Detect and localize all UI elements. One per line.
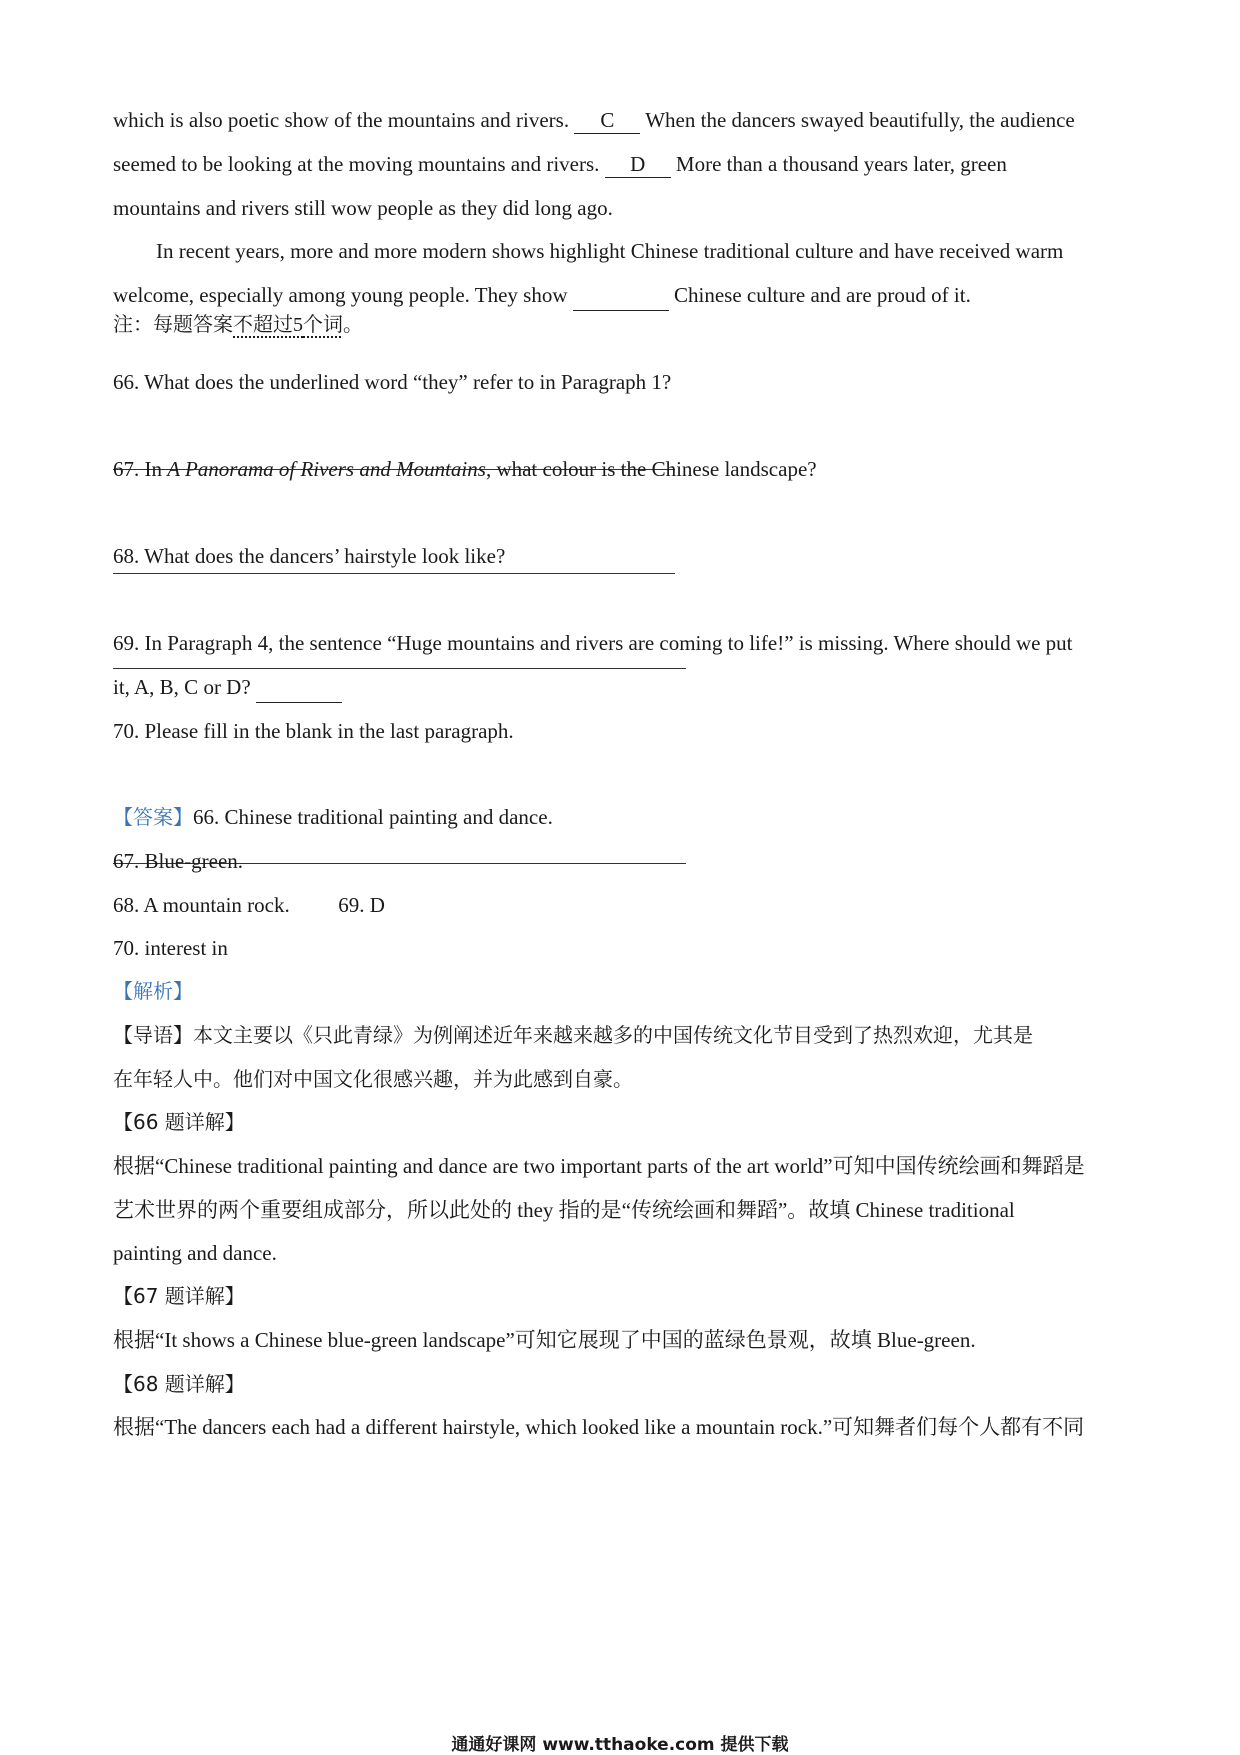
question-text: 67. In xyxy=(113,457,168,481)
answer-68-69 xyxy=(113,890,385,920)
question-68: 68. What does the dancers’ hairstyle look like? xyxy=(113,544,506,568)
note-emphasis: 不超过 xyxy=(233,312,293,336)
passage-line-1 xyxy=(113,105,1075,135)
passage-text: welcome, especially among young people. They show xyxy=(113,283,568,307)
heading-66: 【66 题详解】 xyxy=(113,1110,245,1134)
answer-text: 68. A mountain rock. xyxy=(113,893,290,917)
passage-text: More than a thousand years later, green xyxy=(675,152,1007,176)
detail-68-line-1: 根据“The dancers each had a different hairstyle, which looked like a mountain rock.”可知舞者们每个人都有不同 xyxy=(113,1415,1085,1439)
note-number: 5 xyxy=(293,314,303,336)
question-69-cont xyxy=(113,672,342,703)
heading-67: 【67 题详解】 xyxy=(113,1284,245,1308)
passage-line-2 xyxy=(113,149,1007,179)
fill-blank xyxy=(573,280,669,311)
answer-label: 【答案】 xyxy=(113,805,193,829)
fill-blank xyxy=(256,672,342,703)
analysis-label: 【解析】 xyxy=(113,979,193,1003)
intro-line-2: 在年轻人中。他们对中国文化很感兴趣，并为此感到自豪。 xyxy=(113,1067,633,1091)
detail-66-line-2: 艺术世界的两个重要组成部分，所以此处的 they 指的是“传统绘画和舞蹈”。故填 Chinese traditional xyxy=(113,1198,1015,1222)
footer-watermark: 通通好课网 www.tthaoke.com 提供下载 xyxy=(451,1735,789,1755)
note-emphasis: 个词 xyxy=(303,312,343,336)
answer-blank-d: D xyxy=(605,151,671,178)
passage-text: which is also poetic show of the mountains and rivers. xyxy=(113,108,570,132)
passage-line-3: mountains and rivers still wow people as they did long ago. xyxy=(113,196,613,220)
answer-67: 67. Blue-green. xyxy=(113,849,244,873)
question-66: 66. What does the underlined word “they” refer to in Paragraph 1? xyxy=(113,370,672,394)
heading-68: 【68 题详解】 xyxy=(113,1372,245,1396)
detail-66-line-1: 根据“Chinese traditional painting and dance are two important parts of the art world”可知中国传统绘画和舞蹈是 xyxy=(113,1154,1085,1178)
question-69: 69. In Paragraph 4, the sentence “Huge mountains and rivers are coming to life!” is missing. Where should we put xyxy=(113,631,1073,655)
detail-66-line-3: painting and dance. xyxy=(113,1241,277,1265)
work-title: A Panorama of Rivers and Mountains xyxy=(167,457,486,481)
answer-blank-c: C xyxy=(574,107,640,134)
passage-line-5 xyxy=(113,280,971,311)
passage-text: Chinese culture and are proud of it. xyxy=(674,283,971,307)
question-text: , what colour is the Chinese landscape? xyxy=(485,457,817,481)
question-67 xyxy=(113,454,817,484)
note-text: 注：每题答案 xyxy=(113,312,233,336)
question-70: 70. Please fill in the blank in the last paragraph. xyxy=(113,719,514,743)
answer-line-67 xyxy=(113,573,675,574)
note-line xyxy=(113,309,363,340)
question-text: it, A, B, C or D? xyxy=(113,675,251,699)
answer-line-68 xyxy=(113,668,686,669)
answer-70: 70. interest in xyxy=(113,936,228,960)
answer-text: 66. Chinese traditional painting and dance. xyxy=(193,805,553,829)
passage-text: When the dancers swayed beautifully, the audience xyxy=(645,108,1075,132)
answer-66 xyxy=(113,802,553,832)
passage-line-4: In recent years, more and more modern shows highlight Chinese traditional culture and have received warm xyxy=(156,239,1064,263)
passage-text: seemed to be looking at the moving mountains and rivers. xyxy=(113,152,600,176)
intro-line-1: 【导语】本文主要以《只此青绿》为例阐述近年来越来越多的中国传统文化节目受到了热烈欢迎，尤其是 xyxy=(113,1023,1033,1047)
detail-67-line-1: 根据“It shows a Chinese blue-green landscape”可知它展现了中国的蓝绿色景观，故填 Blue-green. xyxy=(113,1328,976,1352)
note-text: 。 xyxy=(343,312,363,336)
answer-text: 69. D xyxy=(338,893,385,917)
